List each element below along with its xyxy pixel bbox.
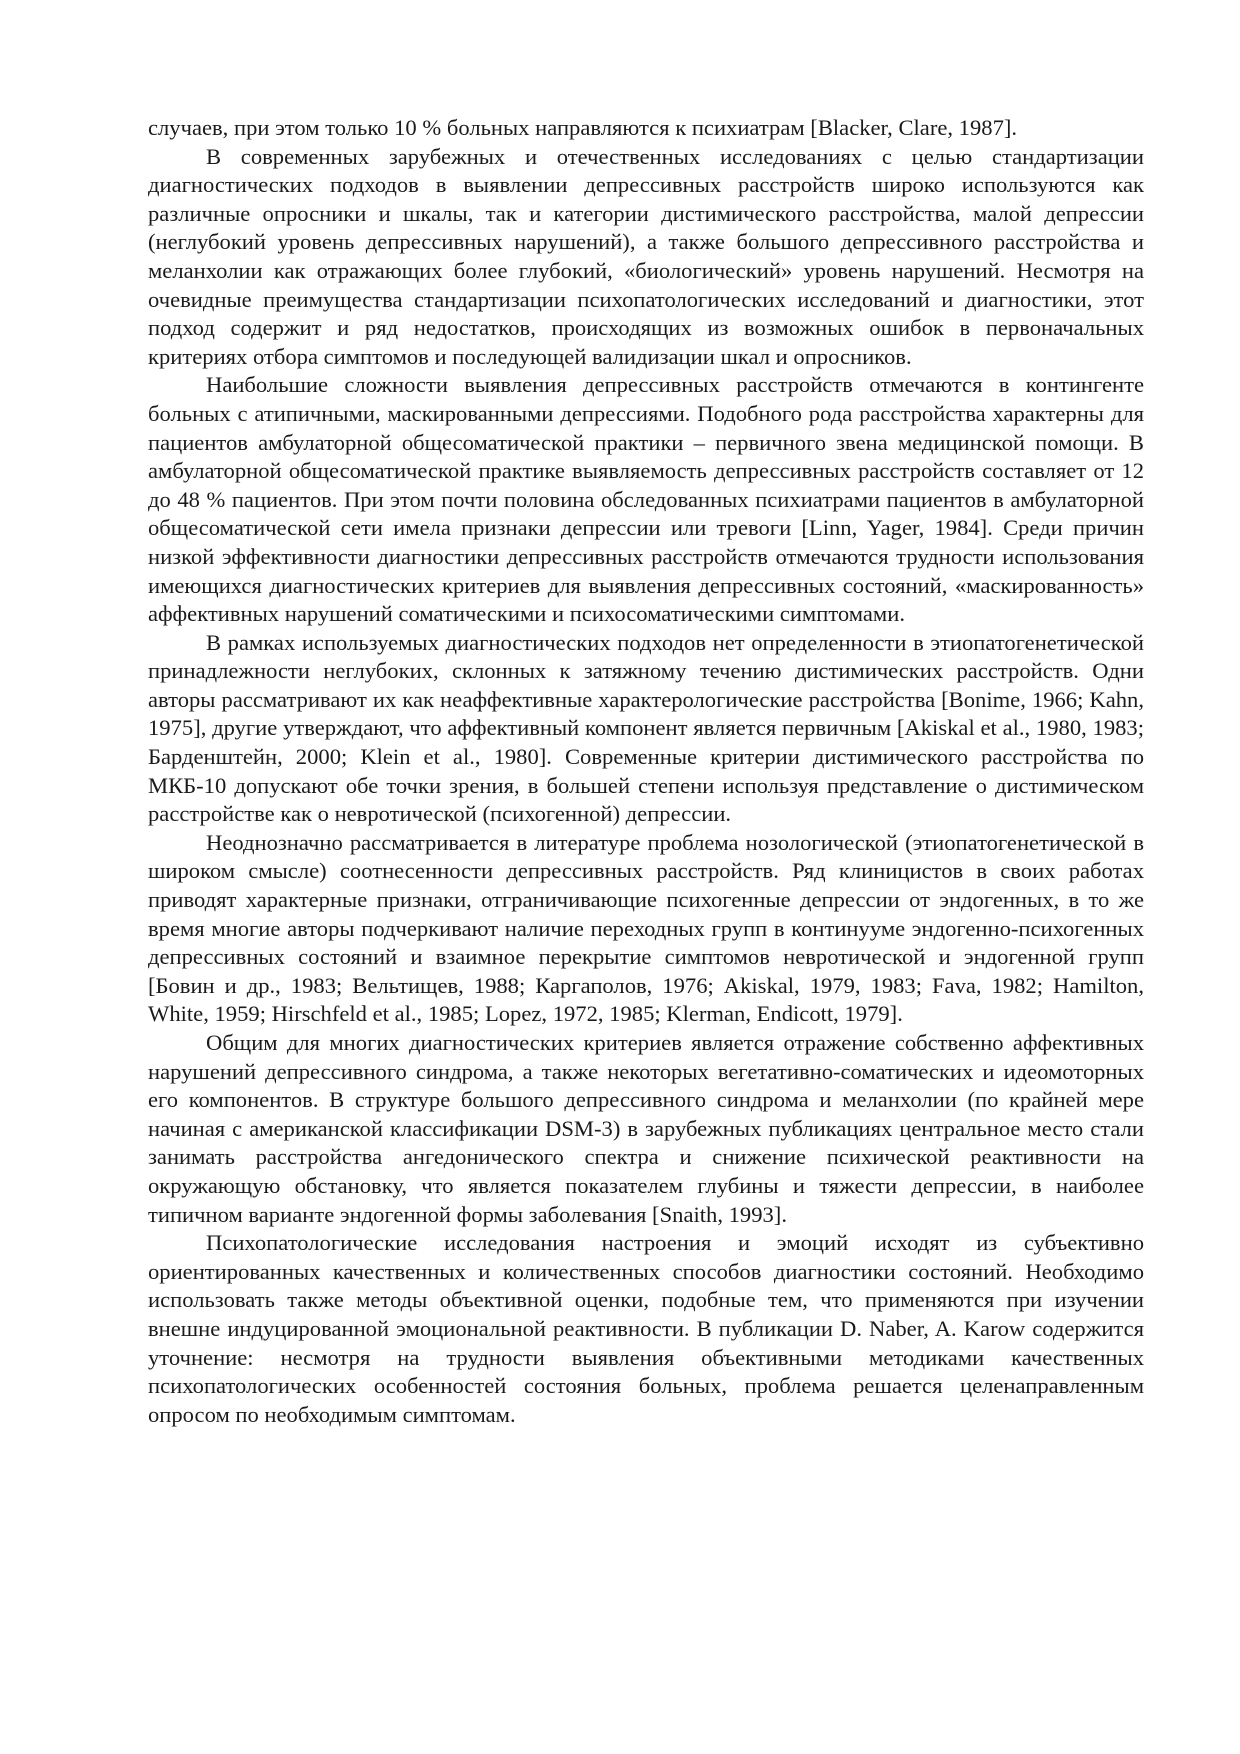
paragraph-standardization: В современных зарубежных и отечественных исследованиях с целью стандартизации диагностических подходов в выявлении депрессивных расстройств широко используются как различные опросники и шкалы, так и категории дистимического расстройства, малой депрессии (неглубокий уровень депрессивных нарушений), а также большого депрессивного расстройства и меланхолии как отражающих более глубокий, «биологический» уровень нарушений. Несмотря на очевидные преимущества стандартизации психопатологических исследований и диагностики, этот подход содержит и ряд недостатков, происходящих из возможных ошибок в первоначальных критериях отбора симптомов и последующей валидизации шкал и опросников. <box>148 143 1144 369</box>
document-page <box>148 114 1144 1429</box>
paragraph-continuation: случаев, при этом только 10 % больных направляются к психиатрам [Blacker, Clare, 1987]. <box>148 115 1018 140</box>
paragraph-nosology: Неоднозначно рассматривается в литературе проблема нозологической (этиопатогенетической в широком смысле) соотнесенности депрессивных расстройств. Ряд клиницистов в своих работах приводят характерные признаки, отграничивающие психогенные депрессии от эндогенных, в то же время многие авторы подчеркивают наличие переходных групп в континууме эндогенно-психогенных депрессивных состояний и взаимное перекрытие симптомов невротической и эндогенной групп [Бовин и др., 1983; Вельтищев, 1988; Каргаполов, 1976; Akiskal, 1979, 1983; Fava, 1982; Hamilton, White, 1959; Hirschfeld et al., 1985; Lopez, 1972, 1985; Klerman, Endicott, 1979]. <box>148 829 1144 1027</box>
paragraph-psychopathological-research: Психопатологические исследования настроения и эмоций исходят из субъективно ориентированных качественных и количественных способов диагностики состояний. Необходимо использовать также методы объективной оценки, подобные тем, что применяются при изучении внешне индуцированной эмоциональной реактивности. В публикации D. Naber, A. Karow содержится уточнение: несмотря на трудности выявления объективными методиками качественных психопатологических особенностей состояния больных, проблема решается целенаправленным опросом по необходимым симптомам. <box>148 1230 1144 1427</box>
paragraph-diagnostic-criteria: Общим для многих диагностических критериев является отражение собственно аффективных нарушений депрессивного синдрома, а также некоторых вегетативно-соматических и идеомоторных его компонентов. В структуре большого депрессивного синдрома и меланхолии (по крайней мере начиная с американской классификации DSM-3) в зарубежных публикациях центральное место стали занимать расстройства ангедонического спектра и снижение психической реактивности на окружающую обстановку, что является показателем глубины и тяжести депрессии, в наиболее типичном варианте эндогенной формы заболевания [Snaith, 1993]. <box>148 1030 1144 1227</box>
paragraph-dysthymia: В рамках используемых диагностических подходов нет определенности в этиопатогенетической принадлежности неглубоких, склонных к затяжному течению дистимических расстройств. Одни авторы рассматривают их как неаффективные характерологические расстройства [Bonime, 1966; Kahn, 1975], другие утверждают, что аффективный компонент является первичным [Akiskal et al., 1980, 1983; Барденштейн, 2000; Klein et al., 1980]. Современные критерии дистимического расстройства по МКБ-10 допускают обе точки зрения, в большей степени используя представление о дистимическом расстройстве как о невротической (психогенной) депрессии. <box>148 629 1144 827</box>
paragraph-detection-difficulties: Наибольшие сложности выявления депрессивных расстройств отмечаются в контингенте больных с атипичными, маскированными депрессиями. Подобного рода расстройства характерны для пациентов амбулаторной общесоматической практики – первичного звена медицинской помощи. В амбулаторной общесоматической практике выявляемость депрессивных расстройств составляет от 12 до 48 % пациентов. При этом почти половина обследованных психиатрами пациентов в амбулаторной общесоматической сети имела признаки депрессии или тревоги [Linn, Yager, 1984]. Среди причин низкой эффективности диагностики депрессивных расстройств отмечаются трудности использования имеющихся диагностических критериев для выявления депрессивных состояний, «маскированность» аффективных нарушений соматическими и психосоматическими симптомами. <box>148 372 1144 627</box>
